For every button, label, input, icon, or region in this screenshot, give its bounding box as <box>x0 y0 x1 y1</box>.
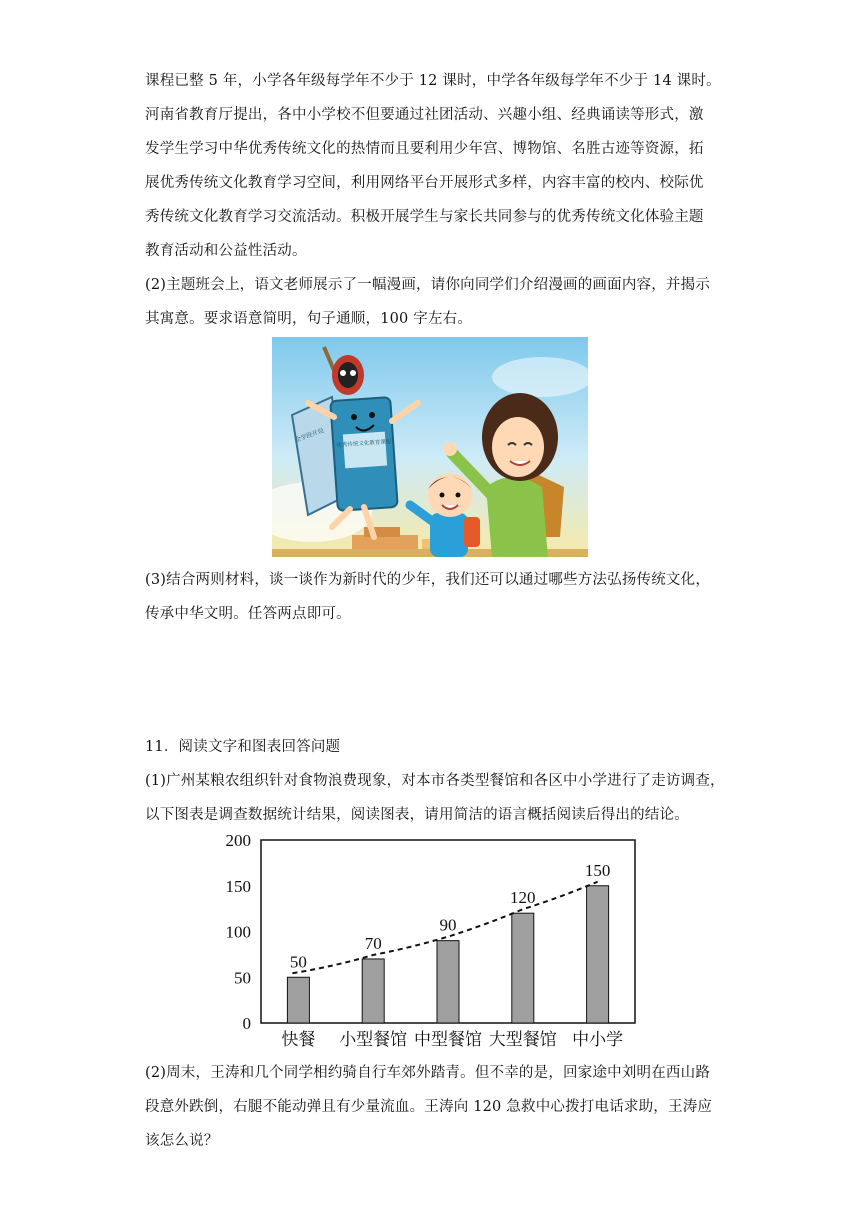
bar <box>437 941 459 1023</box>
bar-value-label: 150 <box>584 860 611 880</box>
question-3 <box>145 563 725 631</box>
x-tick-label: 大型餐馆 <box>488 1030 557 1049</box>
material-paragraph <box>145 64 725 268</box>
bar <box>512 913 534 1023</box>
bar-value-label: 50 <box>289 952 307 972</box>
cloud <box>492 357 588 397</box>
x-tick-label: 中型餐馆 <box>414 1030 482 1049</box>
bar <box>362 959 384 1023</box>
question-11-2 <box>145 1056 725 1158</box>
text-line: (3)结合两则材料，谈一谈作为新时代的少年，我们还可以通过哪些方法弘扬传统文化， <box>145 572 711 588</box>
text-line: 教育活动和公益性活动。 <box>145 243 307 259</box>
text-line: 展优秀传统文化教育学习空间，利用网络平台开展形式多样，内容丰富的校内、校际优 <box>145 175 704 191</box>
question-11-1 <box>145 764 725 832</box>
question-2 <box>145 268 725 336</box>
text-line: 课程已整 5 年，小学各年级每学年不少于 12 课时，中学各年级每学年不少于 14 课时。 <box>145 73 721 89</box>
bar-value-label: 70 <box>364 933 382 953</box>
text-line: 秀传统文化教育学习交流活动。积极开展学生与家长共同参与的优秀传统文化体验主题 <box>145 209 704 225</box>
bar <box>287 977 309 1023</box>
text-line: (1)广州某粮农组织针对食物浪费现象，对本市各类型餐馆和各区中小学进行了走访调查， <box>145 773 725 789</box>
text-line: (2)主题班会上，语文老师展示了一幅漫画，请你向同学们介绍漫画的画面内容，并揭示 <box>145 277 711 293</box>
y-tick-label: 100 <box>225 922 251 942</box>
x-tick-label: 快餐 <box>281 1030 316 1049</box>
text-line: 河南省教育厅提出，各中小学校不但要通过社团活动、兴趣小组、经典诵读等形式，激 <box>145 107 704 123</box>
text-line: 该怎么说？ <box>145 1133 219 1149</box>
text-line: 其寓意。要求语意简明，句子通顺，100 字左右。 <box>145 311 473 327</box>
x-tick-label: 中小学 <box>572 1030 624 1049</box>
question-11-title <box>145 730 725 764</box>
y-tick-label: 50 <box>234 968 251 988</box>
y-tick-label: 200 <box>225 831 251 850</box>
text-line: 11．阅读文字和图表回答问题 <box>145 739 341 755</box>
bar-value-label: 120 <box>510 888 536 908</box>
text-line: (2)周末，王涛和几个同学相约骑自行车郊外踏青。但不幸的是，回家途中刘明在西山路 <box>145 1065 711 1081</box>
bar-value-label: 90 <box>439 915 457 935</box>
bars-group <box>287 886 608 1023</box>
waste-bar-chart <box>215 830 645 1055</box>
y-tick-label: 150 <box>225 876 251 896</box>
y-axis <box>226 831 252 1033</box>
text-line: 传承中华文明。任答两点即可。 <box>145 606 351 622</box>
y-tick-label: 0 <box>242 1014 251 1033</box>
x-axis <box>281 1029 623 1049</box>
book-cover-text: 优秀传统文化教育课程 <box>336 439 392 449</box>
bar <box>587 886 609 1023</box>
chart-svg <box>215 830 645 1055</box>
book-side-text: 全学段开设 <box>294 427 325 445</box>
comic-drawing <box>272 337 588 557</box>
comic-illustration <box>272 337 588 557</box>
text-line: 以下图表是调查数据统计结果，阅读图表，请用简洁的语言概括阅读后得出的结论。 <box>145 807 689 823</box>
text-line: 段意外跌倒，右腿不能动弹且有少量流血。王涛向 120 急救中心拨打电话求助，王涛应 <box>145 1099 713 1115</box>
x-tick-label: 小型餐馆 <box>339 1030 408 1049</box>
text-line: 发学生学习中华优秀传统文化的热情而且要利用少年宫、博物馆、名胜古迹等资源，拓 <box>145 141 704 157</box>
